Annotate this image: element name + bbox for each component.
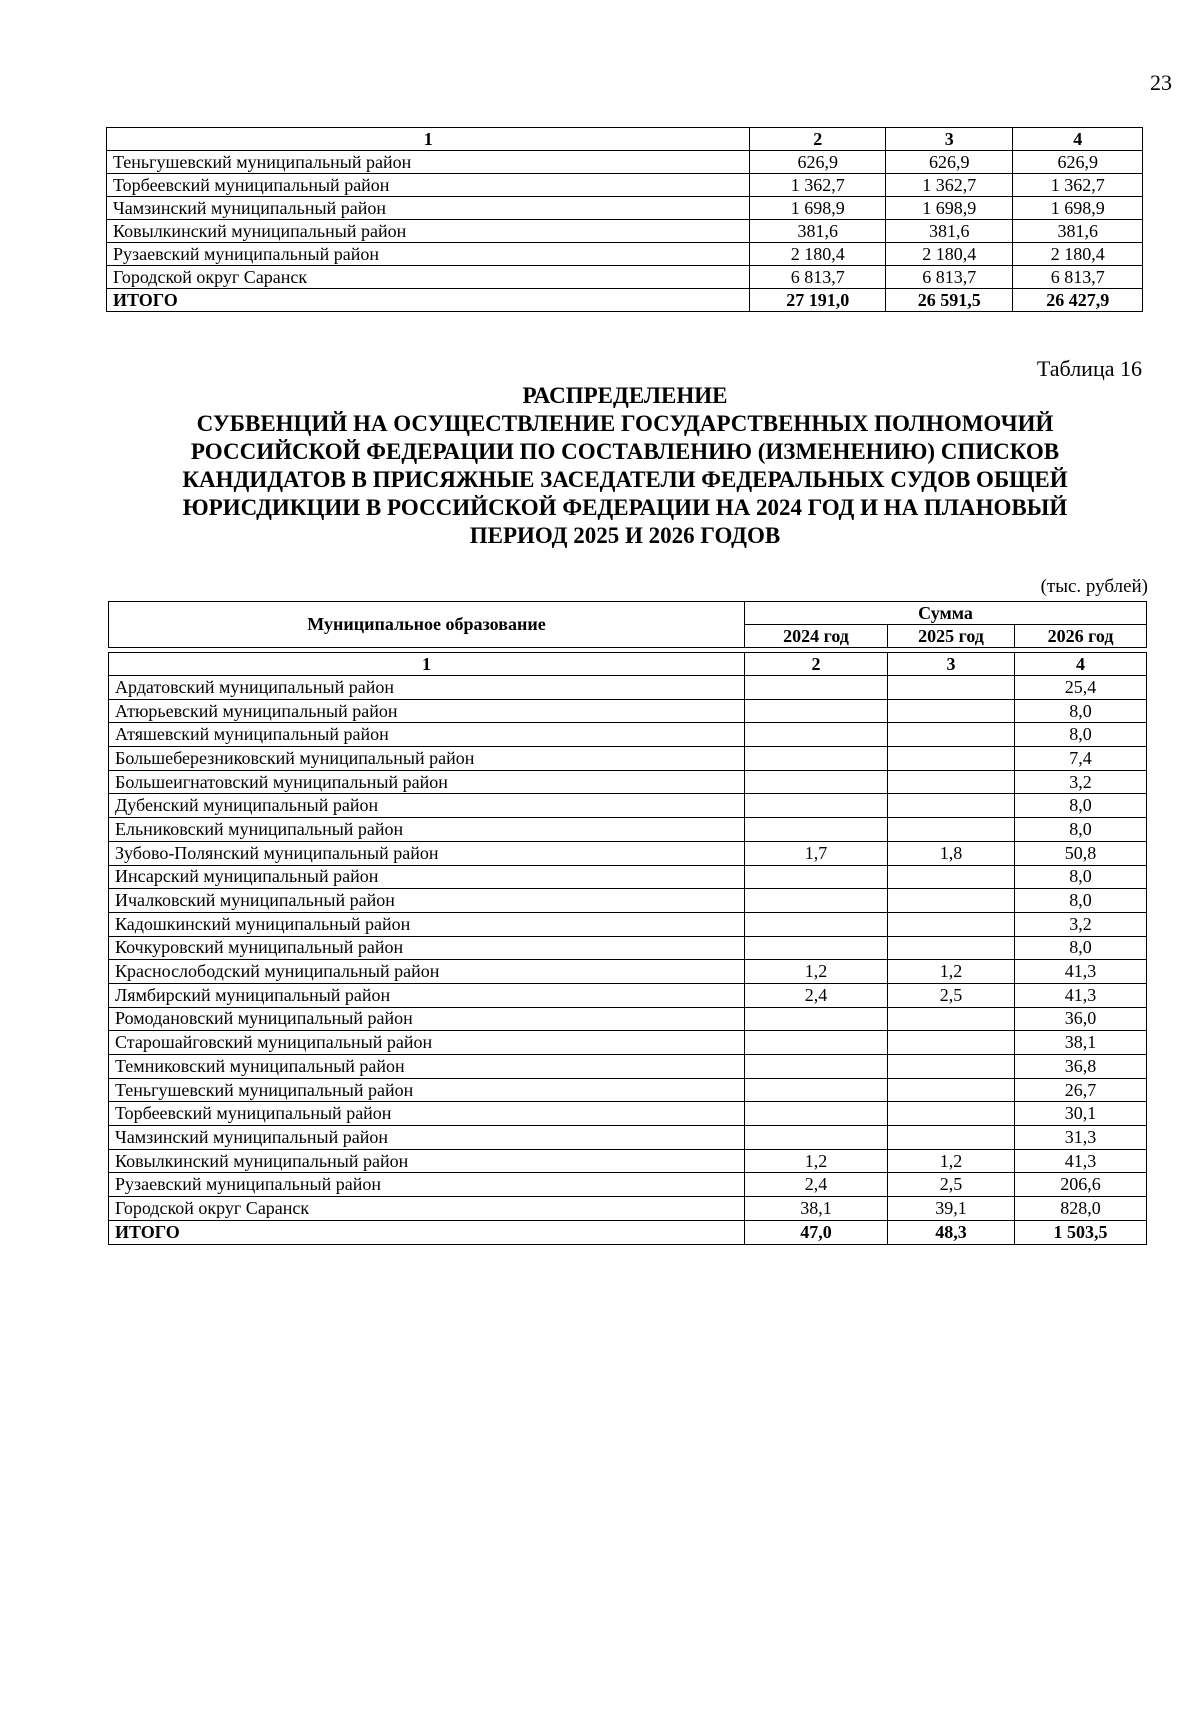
table-row bbox=[109, 889, 1147, 913]
value-2025-cell bbox=[888, 1126, 1015, 1150]
column-number: 1 bbox=[109, 653, 745, 676]
title-line: РОССИЙСКОЙ ФЕДЕРАЦИИ ПО СОСТАВЛЕНИЮ (ИЗМЕНЕНИЮ) СПИСКОВ bbox=[190, 439, 1060, 464]
table-row bbox=[107, 266, 1143, 289]
column-number: 1 bbox=[107, 128, 750, 151]
table-row bbox=[109, 1197, 1147, 1221]
value-2025-cell bbox=[888, 936, 1015, 960]
municipality-cell: Темниковский муниципальный район bbox=[109, 1055, 745, 1079]
value-2026-cell: 8,0 bbox=[1015, 699, 1147, 723]
value-2024-cell bbox=[745, 1007, 888, 1031]
value-2026-cell: 381,6 bbox=[1013, 220, 1143, 243]
table-row bbox=[109, 1102, 1147, 1126]
table-row bbox=[109, 936, 1147, 960]
table-row bbox=[107, 174, 1143, 197]
value-2024-cell: 38,1 bbox=[745, 1197, 888, 1221]
value-2024-cell: 2 180,4 bbox=[750, 243, 886, 266]
municipality-cell: Ковылкинский муниципальный район bbox=[107, 220, 750, 243]
table-row bbox=[109, 818, 1147, 842]
value-2026-cell: 206,6 bbox=[1015, 1173, 1147, 1197]
table-row bbox=[109, 960, 1147, 984]
value-2025-cell bbox=[888, 889, 1015, 913]
sum-column-header: Сумма bbox=[745, 602, 1147, 625]
table-row bbox=[109, 676, 1147, 700]
municipality-cell: Зубово-Полянский муниципальный район bbox=[109, 841, 745, 865]
value-2026-cell: 7,4 bbox=[1015, 747, 1147, 771]
municipality-cell: Инсарский муниципальный район bbox=[109, 865, 745, 889]
value-2024-cell bbox=[745, 1055, 888, 1079]
value-2024-cell bbox=[745, 912, 888, 936]
column-number: 3 bbox=[886, 128, 1013, 151]
value-2024-cell bbox=[745, 770, 888, 794]
value-2025-cell: 39,1 bbox=[888, 1197, 1015, 1221]
table-row bbox=[109, 1007, 1147, 1031]
value-2024-cell bbox=[745, 1102, 888, 1126]
year-2026-header: 2026 год bbox=[1015, 625, 1147, 648]
value-2026-cell: 1 362,7 bbox=[1013, 174, 1143, 197]
value-2024-cell bbox=[745, 794, 888, 818]
distribution-table bbox=[108, 601, 1147, 1245]
value-2026-cell: 31,3 bbox=[1015, 1126, 1147, 1150]
table-row bbox=[107, 151, 1143, 174]
value-2025-cell: 1 362,7 bbox=[886, 174, 1013, 197]
value-2024-cell bbox=[745, 747, 888, 771]
table-title bbox=[130, 382, 1120, 550]
municipality-cell: Ичалковский муниципальный район bbox=[109, 889, 745, 913]
value-2024-cell: 1,2 bbox=[745, 960, 888, 984]
value-2025-cell bbox=[888, 1055, 1015, 1079]
value-2025-cell bbox=[888, 1078, 1015, 1102]
value-2024-cell: 381,6 bbox=[750, 220, 886, 243]
municipality-cell: Торбеевский муниципальный район bbox=[109, 1102, 745, 1126]
municipality-cell: Большеигнатовский муниципальный район bbox=[109, 770, 745, 794]
value-2026-cell: 41,3 bbox=[1015, 1149, 1147, 1173]
municipality-cell: Кадошкинский муниципальный район bbox=[109, 912, 745, 936]
municipality-cell: Атюрьевский муниципальный район bbox=[109, 699, 745, 723]
value-2026-cell: 36,8 bbox=[1015, 1055, 1147, 1079]
value-2024-cell: 1 362,7 bbox=[750, 174, 886, 197]
value-2026-cell: 8,0 bbox=[1015, 818, 1147, 842]
title-line: РАСПРЕДЕЛЕНИЕ bbox=[522, 383, 728, 408]
municipality-cell: Лямбирский муниципальный район bbox=[109, 983, 745, 1007]
value-2026-cell: 8,0 bbox=[1015, 865, 1147, 889]
value-2026-cell: 41,3 bbox=[1015, 983, 1147, 1007]
value-2026-cell: 1 698,9 bbox=[1013, 197, 1143, 220]
value-2025-cell bbox=[888, 723, 1015, 747]
value-2026-cell: 41,3 bbox=[1015, 960, 1147, 984]
municipality-cell: Чамзинский муниципальный район bbox=[107, 197, 750, 220]
value-2026-cell: 1 503,5 bbox=[1015, 1220, 1147, 1244]
value-2026-cell: 36,0 bbox=[1015, 1007, 1147, 1031]
value-2025-cell bbox=[888, 747, 1015, 771]
value-2025-cell bbox=[888, 865, 1015, 889]
value-2024-cell bbox=[745, 865, 888, 889]
value-2025-cell: 1,2 bbox=[888, 1149, 1015, 1173]
page-number: 23 bbox=[1150, 70, 1172, 95]
value-2026-cell: 38,1 bbox=[1015, 1031, 1147, 1055]
year-2024-header: 2024 год bbox=[745, 625, 888, 648]
value-2024-cell: 2,4 bbox=[745, 1173, 888, 1197]
continued-table-body bbox=[107, 151, 1143, 312]
value-2024-cell: 1 698,9 bbox=[750, 197, 886, 220]
table-label: Таблица 16 bbox=[1036, 356, 1142, 381]
value-2025-cell: 1 698,9 bbox=[886, 197, 1013, 220]
column-number: 3 bbox=[888, 653, 1015, 676]
value-2024-cell bbox=[745, 1078, 888, 1102]
value-2026-cell: 8,0 bbox=[1015, 889, 1147, 913]
table-row bbox=[109, 1149, 1147, 1173]
column-number: 4 bbox=[1015, 653, 1147, 676]
value-2025-cell: 381,6 bbox=[886, 220, 1013, 243]
table-row bbox=[109, 1055, 1147, 1079]
municipality-cell: Городской округ Саранск bbox=[107, 266, 750, 289]
municipality-cell: Торбеевский муниципальный район bbox=[107, 174, 750, 197]
municipality-cell: Теньгушевский муниципальный район bbox=[109, 1078, 745, 1102]
municipality-cell: ИТОГО bbox=[107, 289, 750, 312]
column-numbering-row bbox=[109, 653, 1147, 676]
municipality-cell: ИТОГО bbox=[109, 1220, 745, 1244]
value-2025-cell bbox=[888, 676, 1015, 700]
table-row bbox=[107, 243, 1143, 266]
value-2024-cell bbox=[745, 936, 888, 960]
value-2024-cell bbox=[745, 699, 888, 723]
municipality-cell: Ельниковский муниципальный район bbox=[109, 818, 745, 842]
value-2026-cell: 828,0 bbox=[1015, 1197, 1147, 1221]
value-2024-cell: 27 191,0 bbox=[750, 289, 886, 312]
municipality-cell: Рузаевский муниципальный район bbox=[109, 1173, 745, 1197]
value-2025-cell bbox=[888, 1007, 1015, 1031]
value-2025-cell: 2,5 bbox=[888, 1173, 1015, 1197]
value-2025-cell bbox=[888, 1031, 1015, 1055]
table-row bbox=[109, 1078, 1147, 1102]
municipality-cell: Рузаевский муниципальный район bbox=[107, 243, 750, 266]
value-2026-cell: 26,7 bbox=[1015, 1078, 1147, 1102]
value-2025-cell bbox=[888, 699, 1015, 723]
column-numbering-row bbox=[107, 128, 1143, 151]
municipality-cell: Большеберезниковский муниципальный район bbox=[109, 747, 745, 771]
units-note: (тыс. рублей) bbox=[1040, 576, 1148, 597]
value-2024-cell: 47,0 bbox=[745, 1220, 888, 1244]
table-row bbox=[107, 220, 1143, 243]
value-2025-cell: 26 591,5 bbox=[886, 289, 1013, 312]
table-row bbox=[109, 1126, 1147, 1150]
value-2026-cell: 8,0 bbox=[1015, 723, 1147, 747]
table-row bbox=[109, 865, 1147, 889]
table-row bbox=[109, 983, 1147, 1007]
table-row bbox=[109, 912, 1147, 936]
municipality-cell: Дубенский муниципальный район bbox=[109, 794, 745, 818]
value-2024-cell: 1,7 bbox=[745, 841, 888, 865]
title-line: СУБВЕНЦИЙ НА ОСУЩЕСТВЛЕНИЕ ГОСУДАРСТВЕННЫХ ПОЛНОМОЧИЙ bbox=[196, 411, 1054, 436]
value-2025-cell bbox=[888, 1102, 1015, 1126]
value-2025-cell: 1,8 bbox=[888, 841, 1015, 865]
title-line: ЮРИСДИКЦИИ В РОССИЙСКОЙ ФЕДЕРАЦИИ НА 2024 ГОД И НА ПЛАНОВЫЙ bbox=[182, 495, 1068, 520]
total-row bbox=[107, 289, 1143, 312]
municipality-cell: Краснослободский муниципальный район bbox=[109, 960, 745, 984]
title-line: ПЕРИОД 2025 И 2026 ГОДОВ bbox=[469, 523, 781, 548]
column-number: 2 bbox=[745, 653, 888, 676]
value-2024-cell bbox=[745, 889, 888, 913]
table-row bbox=[109, 723, 1147, 747]
title-line: КАНДИДАТОВ В ПРИСЯЖНЫЕ ЗАСЕДАТЕЛИ ФЕДЕРАЛЬНЫХ СУДОВ ОБЩЕЙ bbox=[182, 467, 1068, 492]
table-row bbox=[109, 841, 1147, 865]
value-2026-cell: 50,8 bbox=[1015, 841, 1147, 865]
value-2025-cell bbox=[888, 770, 1015, 794]
municipality-column-header: Муниципальное образование bbox=[109, 602, 745, 648]
value-2026-cell: 626,9 bbox=[1013, 151, 1143, 174]
value-2026-cell: 30,1 bbox=[1015, 1102, 1147, 1126]
municipality-cell: Чамзинский муниципальный район bbox=[109, 1126, 745, 1150]
value-2024-cell bbox=[745, 1031, 888, 1055]
value-2025-cell: 2,5 bbox=[888, 983, 1015, 1007]
value-2025-cell: 6 813,7 bbox=[886, 266, 1013, 289]
value-2024-cell bbox=[745, 1126, 888, 1150]
value-2025-cell bbox=[888, 818, 1015, 842]
year-2025-header: 2025 год bbox=[888, 625, 1015, 648]
value-2026-cell: 8,0 bbox=[1015, 794, 1147, 818]
column-number: 2 bbox=[750, 128, 886, 151]
value-2024-cell: 6 813,7 bbox=[750, 266, 886, 289]
value-2026-cell: 8,0 bbox=[1015, 936, 1147, 960]
value-2026-cell: 3,2 bbox=[1015, 770, 1147, 794]
value-2026-cell: 6 813,7 bbox=[1013, 266, 1143, 289]
value-2026-cell: 26 427,9 bbox=[1013, 289, 1143, 312]
value-2025-cell: 1,2 bbox=[888, 960, 1015, 984]
municipality-cell: Ковылкинский муниципальный район bbox=[109, 1149, 745, 1173]
municipality-cell: Старошайговский муниципальный район bbox=[109, 1031, 745, 1055]
value-2025-cell: 626,9 bbox=[886, 151, 1013, 174]
header-row bbox=[109, 602, 1147, 625]
total-row bbox=[109, 1220, 1147, 1244]
value-2025-cell bbox=[888, 912, 1015, 936]
value-2026-cell: 25,4 bbox=[1015, 676, 1147, 700]
municipality-cell: Ромодановский муниципальный район bbox=[109, 1007, 745, 1031]
value-2025-cell: 48,3 bbox=[888, 1220, 1015, 1244]
table-row bbox=[109, 794, 1147, 818]
table-row bbox=[109, 1173, 1147, 1197]
continued-table bbox=[106, 127, 1143, 312]
value-2024-cell: 626,9 bbox=[750, 151, 886, 174]
table-row bbox=[109, 747, 1147, 771]
table-row bbox=[109, 770, 1147, 794]
municipality-cell: Кочкуровский муниципальный район bbox=[109, 936, 745, 960]
value-2025-cell bbox=[888, 794, 1015, 818]
value-2024-cell bbox=[745, 676, 888, 700]
value-2024-cell bbox=[745, 723, 888, 747]
municipality-cell: Ардатовский муниципальный район bbox=[109, 676, 745, 700]
value-2025-cell: 2 180,4 bbox=[886, 243, 1013, 266]
municipality-cell: Городской округ Саранск bbox=[109, 1197, 745, 1221]
table-row bbox=[109, 1031, 1147, 1055]
value-2026-cell: 2 180,4 bbox=[1013, 243, 1143, 266]
value-2026-cell: 3,2 bbox=[1015, 912, 1147, 936]
table-row bbox=[107, 197, 1143, 220]
municipality-cell: Теньгушевский муниципальный район bbox=[107, 151, 750, 174]
value-2024-cell bbox=[745, 818, 888, 842]
column-number: 4 bbox=[1013, 128, 1143, 151]
distribution-table-body bbox=[109, 676, 1147, 1245]
value-2024-cell: 1,2 bbox=[745, 1149, 888, 1173]
municipality-cell: Атяшевский муниципальный район bbox=[109, 723, 745, 747]
table-row bbox=[109, 699, 1147, 723]
value-2024-cell: 2,4 bbox=[745, 983, 888, 1007]
